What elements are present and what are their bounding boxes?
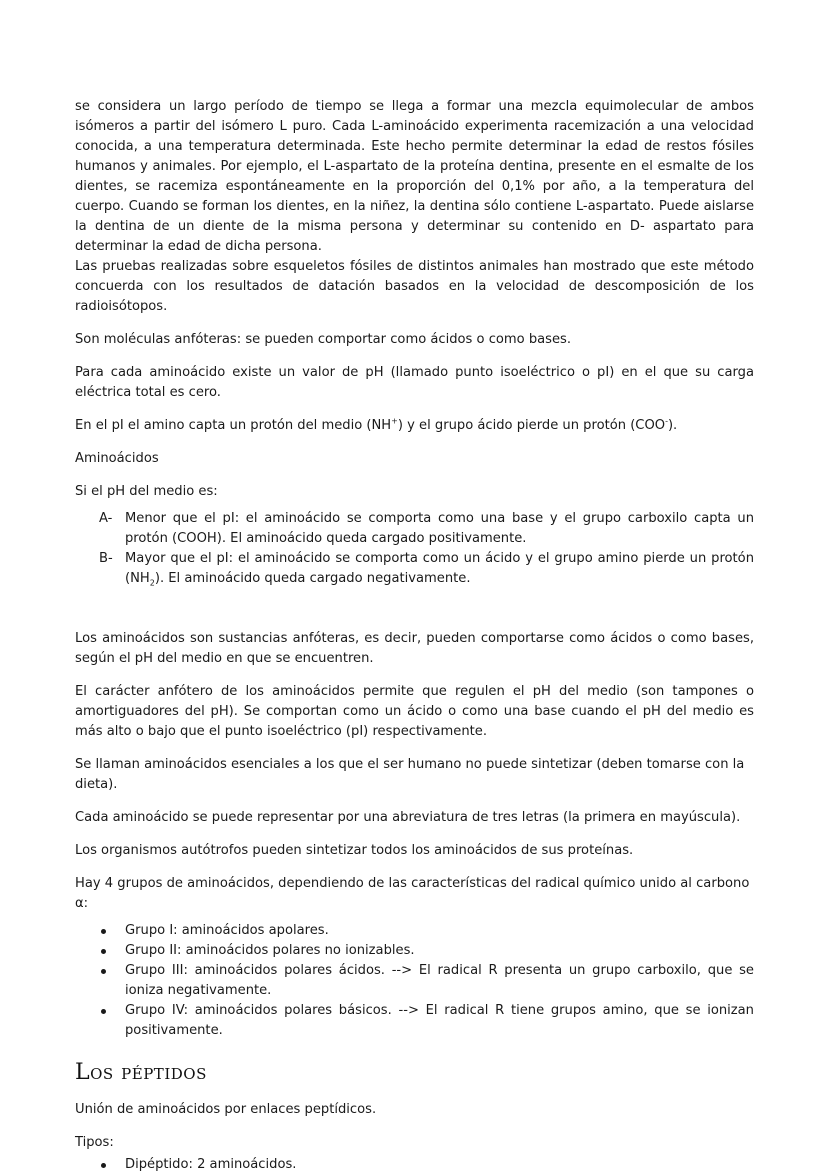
paragraph-racemizacion: se considera un largo período de tiempo se llega a formar una mezcla equimolecular de ambos isómeros a partir del isómero L puro. Cada L-aminoácido experimenta racemización a una velocidad conocida, a una temperatura determinada. Este hecho permite determinar la edad de restos fósiles humanos y animales. Por ejemplo, el L-aspartato de la proteína dentina, presente en el esmalte de los dientes, se racemiza espontáneamente en la proporción del 0,1% por año, a la temperatura del cuerpo. Cuando se forman los dientes, en la niñez, la dentina sólo contiene L-aspartato. Puede aislarse la dentina de un diente de la misma persona y determinar su contenido en D- aspartato para determinar la edad de dicha persona.: [75, 99, 754, 254]
paragraph-si-ph: Si el pH del medio es:: [75, 484, 218, 499]
section-heading-peptidos: Los péptidos: [75, 1060, 207, 1085]
paragraph-esenciales: Se llaman aminoácidos esenciales a los que el ser humano no puede sintetizar (deben tomarse con la dieta).: [75, 757, 745, 792]
list-item: B- Mayor que el pI: el aminoácido se comporta como un ácido y el grupo amino pierde un protón $(NH_2)$. El aminoácido queda cargado negativamente.: [99, 551, 754, 588]
bullet-icon: [101, 969, 106, 974]
ph-list: [75, 509, 754, 589]
bullet-icon: [101, 929, 106, 934]
paragraph-grupos: Hay 4 grupos de aminoácidos, dependiendo de las características del radical químico unido al carbono α:: [75, 876, 750, 911]
list-item: Grupo IV: aminoácidos polares básicos. --> El radical R tiene grupos amino, que se ionizan positivamente.: [75, 1001, 754, 1041]
paragraph-sustancias-anfoteras: Los aminoácidos son sustancias anfóteras, es decir, pueden comportarse como ácidos o como bases, según el pH del medio en que se encuentren.: [75, 631, 754, 666]
bullet-icon: [101, 1009, 106, 1014]
bullet-icon: [101, 1163, 106, 1168]
paragraph-tipos: Tipos:: [75, 1135, 114, 1150]
tipos-list: [75, 1155, 754, 1175]
list-item: Dipéptido: 2 aminoácidos.: [75, 1155, 754, 1175]
document-page: [75, 97, 754, 1175]
paragraph-punto-isoelectrico: Para cada aminoácido existe un valor de pH (llamado punto isoeléctrico o pI) en el que su carga eléctrica total es cero.: [75, 365, 754, 400]
paragraph-pi-protones: En el pI el amino capta un protón del medio (NH+) y el grupo ácido pierde un protón (COO-).: [75, 416, 678, 433]
label-aminoacidos: Aminoácidos: [75, 451, 159, 466]
bullet-icon: [101, 949, 106, 954]
paragraph-caracter-anfotero: El carácter anfótero de los aminoácidos permite que regulen el pH del medio (son tampones o amortiguadores del pH). Se comportan como un ácido o como una base cuando el pH del medio es más alto o bajo que el punto isoeléctrico (pI) respectivamente.: [75, 684, 754, 739]
list-item: A- Menor que el pI: el aminoácido se comporta como una base y el grupo carboxilo capta un protón (COOH). El aminoácido queda cargado positivamente.: [99, 511, 754, 546]
paragraph-anfoteras: Son moléculas anfóteras: se pueden comportar como ácidos o como bases.: [75, 332, 572, 347]
paragraph-abreviatura: Cada aminoácido se puede representar por una abreviatura de tres letras (la primera en mayúscula).: [75, 810, 741, 825]
paragraph-autotrofos: Los organismos autótrofos pueden sintetizar todos los aminoácidos de sus proteínas.: [75, 843, 634, 858]
paragraph-pruebas: Las pruebas realizadas sobre esqueletos fósiles de distintos animales han mostrado que este método concuerda con los resultados de datación basados en la velocidad de descomposición de los radioisótopos.: [75, 259, 754, 314]
paragraph-union: Unión de aminoácidos por enlaces peptídicos.: [75, 1102, 377, 1117]
list-item: Grupo I: aminoácidos apolares.: [75, 921, 754, 941]
list-item: Grupo II: aminoácidos polares no ionizables.: [75, 941, 754, 961]
list-item: Grupo III: aminoácidos polares ácidos. --> El radical R presenta un grupo carboxilo, que se ioniza negativamente.: [75, 961, 754, 1001]
grupos-list: [75, 921, 754, 1041]
